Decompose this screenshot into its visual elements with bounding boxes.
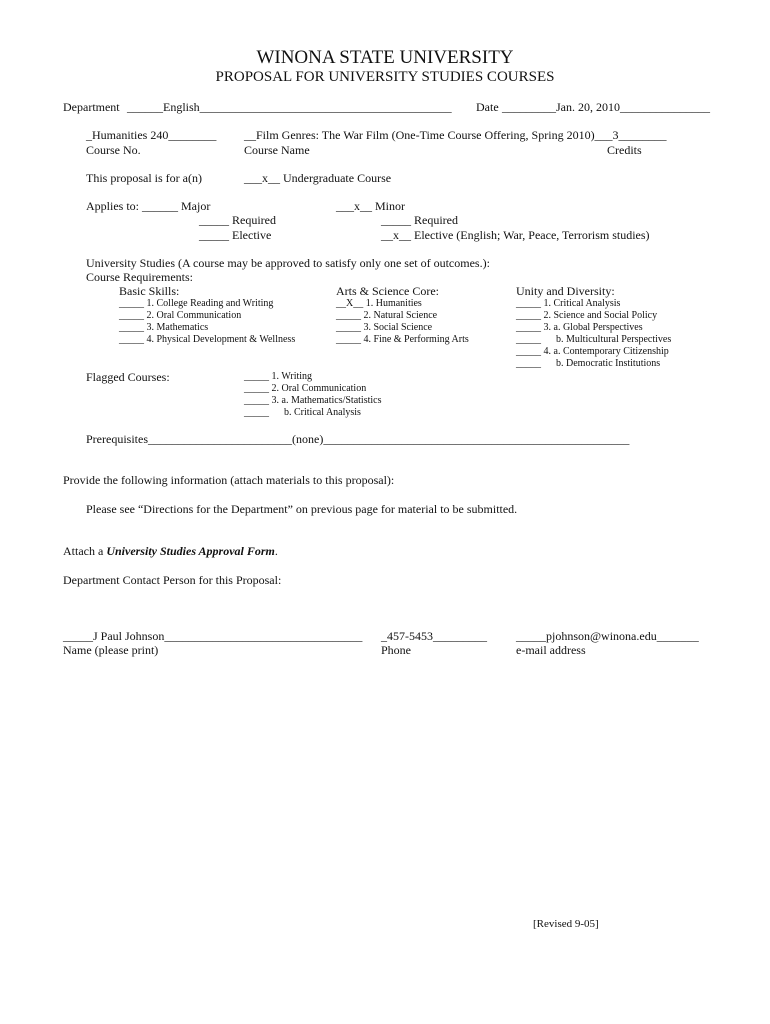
date-label: Date xyxy=(476,100,499,114)
flagged-courses-label: Flagged Courses: xyxy=(86,370,170,384)
course-name-label: Course Name xyxy=(244,143,310,157)
basic-skills-item[interactable]: _____ 4. Physical Development & Wellness xyxy=(119,334,296,345)
university-title: WINONA STATE UNIVERSITY xyxy=(256,47,514,68)
attach-form-text xyxy=(63,544,278,559)
basic-skills-heading: Basic Skills: xyxy=(119,284,180,298)
major-required-field[interactable]: _____ Required xyxy=(199,213,276,227)
prerequisites-label: Prerequisites xyxy=(86,432,148,446)
unity-diversity-item[interactable]: _____ b. Democratic Institutions xyxy=(516,358,661,369)
approval-form-name: University Studies Approval Form xyxy=(106,544,275,558)
course-name-field[interactable]: __Film Genres: The War Film (One-Time Course Offering, Spring 2010)___3________ xyxy=(244,128,667,142)
flagged-item[interactable]: _____ 1. Writing xyxy=(244,371,313,382)
course-number-label: Course No. xyxy=(86,143,141,157)
proposal-type-field[interactable]: ___x__ Undergraduate Course xyxy=(244,171,392,185)
arts-science-item[interactable]: __X__ 1. Humanities xyxy=(336,298,422,309)
applies-major-field[interactable]: Applies to: ______ Major xyxy=(86,199,211,213)
department-field[interactable]: ______English__________________________________________ xyxy=(127,100,452,114)
unity-diversity-item[interactable]: _____ 1. Critical Analysis xyxy=(516,298,621,309)
department-label: Department xyxy=(63,100,120,114)
unity-diversity-item[interactable]: _____ 4. a. Contemporary Citizenship xyxy=(516,346,669,357)
flagged-item[interactable]: _____ 2. Oral Communication xyxy=(244,383,367,394)
unity-diversity-item[interactable]: _____ b. Multicultural Perspectives xyxy=(516,334,672,345)
contact-email-label: e-mail address xyxy=(516,643,586,657)
form-subtitle: PROPOSAL FOR UNIVERSITY STUDIES COURSES xyxy=(215,69,555,85)
contact-name-label: Name (please print) xyxy=(63,643,159,657)
minor-required-field[interactable]: _____ Required xyxy=(381,213,458,227)
flagged-item[interactable]: _____ 3. a. Mathematics/Statistics xyxy=(244,395,382,406)
date-field[interactable]: _________Jan. 20, 2010_______________ xyxy=(502,100,710,114)
revision-note: [Revised 9-05] xyxy=(533,918,599,930)
proposal-label: This proposal is for a(n) xyxy=(86,171,202,185)
unity-diversity-item[interactable]: _____ 2. Science and Social Policy xyxy=(516,310,658,321)
directions-text: Please see “Directions for the Department” on previous page for material to be submitted. xyxy=(86,502,518,516)
flagged-item[interactable]: _____ b. Critical Analysis xyxy=(244,407,361,418)
attach-prefix: Attach a xyxy=(63,544,107,558)
provide-information-text: Provide the following information (attach materials to this proposal): xyxy=(63,473,395,487)
minor-field[interactable]: ___x__ Minor xyxy=(336,199,405,213)
contact-phone-label: Phone xyxy=(381,643,411,657)
minor-elective-field[interactable]: __x__ Elective (English; War, Peace, Terrorism studies) xyxy=(381,228,650,242)
university-studies-intro: University Studies (A course may be approved to satisfy only one set of outcomes.): xyxy=(86,256,490,270)
arts-science-item[interactable]: _____ 4. Fine & Performing Arts xyxy=(336,334,469,345)
arts-science-item[interactable]: _____ 2. Natural Science xyxy=(336,310,438,321)
basic-skills-item[interactable]: _____ 3. Mathematics xyxy=(119,322,209,333)
course-number-field[interactable]: _Humanities 240________ xyxy=(86,128,217,142)
basic-skills-item[interactable]: _____ 1. College Reading and Writing xyxy=(119,298,274,309)
basic-skills-item[interactable]: _____ 2. Oral Communication xyxy=(119,310,242,321)
arts-science-heading: Arts & Science Core: xyxy=(336,284,439,298)
contact-name-field[interactable]: _____J Paul Johnson_________________________________ xyxy=(63,629,363,643)
contact-person-label: Department Contact Person for this Proposal: xyxy=(63,573,282,587)
contact-email-field[interactable]: _____pjohnson@winona.edu_______ xyxy=(516,629,699,643)
contact-phone-field[interactable]: _457-5453_________ xyxy=(381,629,487,643)
unity-diversity-item[interactable]: _____ 3. a. Global Perspectives xyxy=(516,322,643,333)
major-elective-field[interactable]: _____ Elective xyxy=(199,228,272,242)
arts-science-item[interactable]: _____ 3. Social Science xyxy=(336,322,433,333)
course-requirements-label: Course Requirements: xyxy=(86,270,193,284)
prerequisites-field[interactable]: ________________________(none)___________________________________________________ xyxy=(148,432,630,446)
credits-label: Credits xyxy=(607,143,642,157)
unity-diversity-heading: Unity and Diversity: xyxy=(516,284,615,298)
attach-suffix: . xyxy=(274,544,278,558)
